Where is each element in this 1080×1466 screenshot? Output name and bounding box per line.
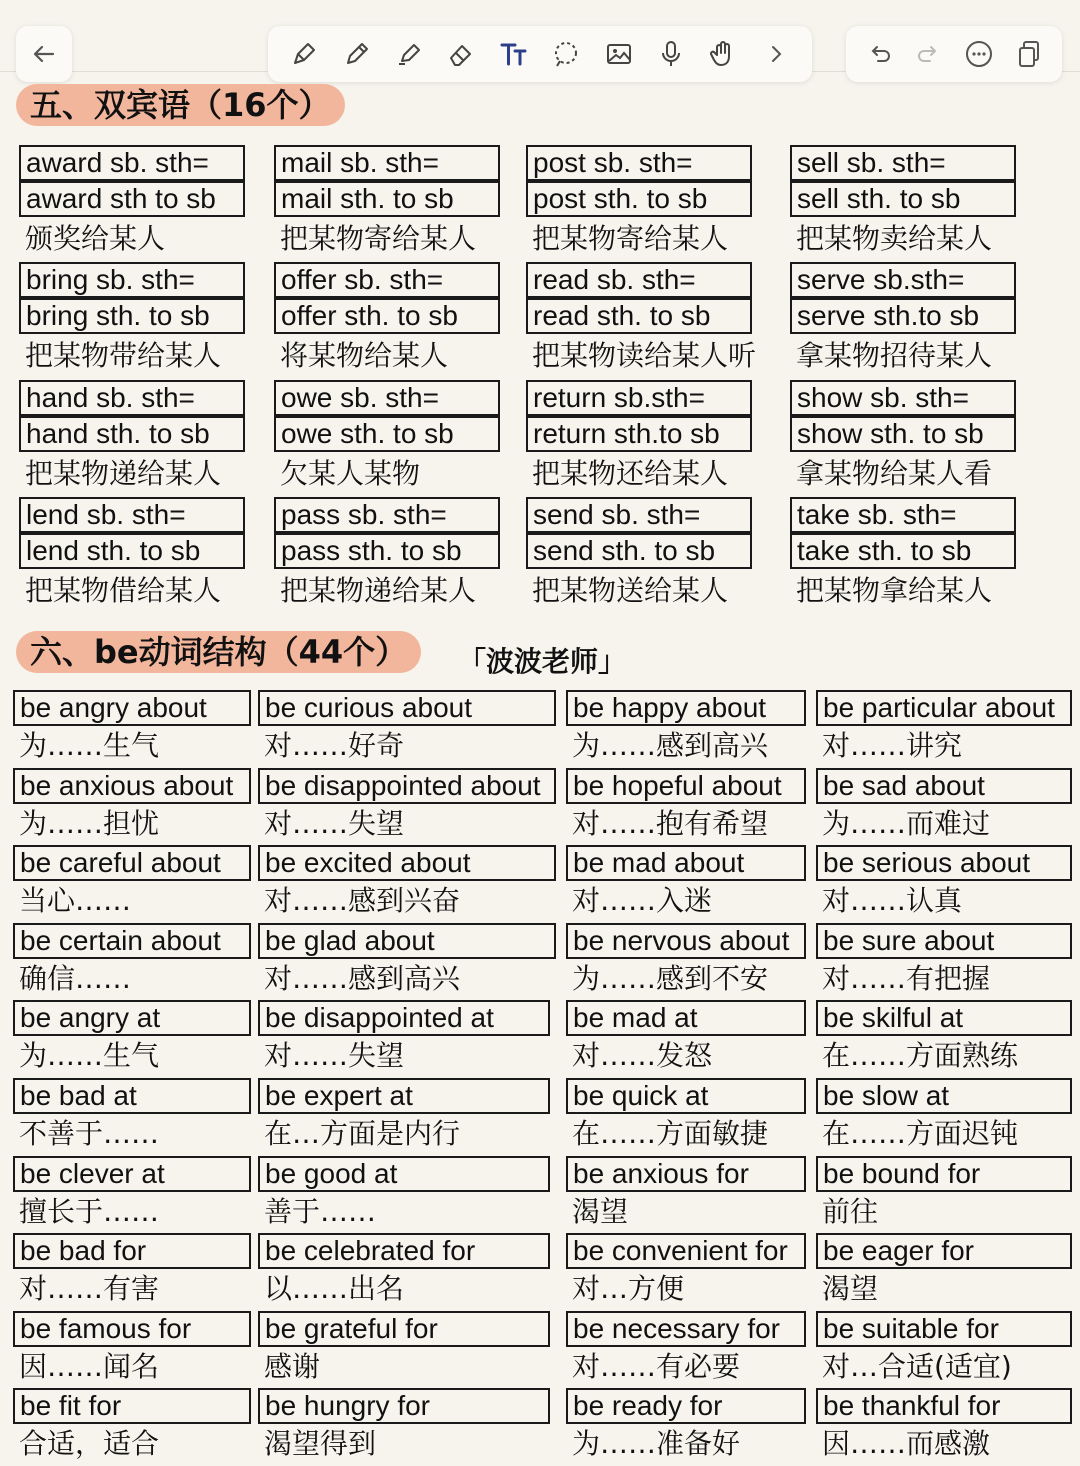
chinese-meaning: 感谢: [264, 1349, 321, 1383]
english-phrase: be good at: [258, 1156, 550, 1192]
chinese-meaning: 把某物寄给某人: [532, 222, 729, 255]
be-structure-item: [816, 1311, 1072, 1389]
be-structure-item: [13, 1156, 251, 1234]
chinese-meaning: 以……出名: [264, 1272, 405, 1306]
be-structure-item: [258, 923, 556, 1001]
be-structure-item: [566, 1078, 806, 1156]
phrase-pattern-2: pass sth. to sb: [274, 533, 500, 569]
english-phrase: be celebrated for: [258, 1233, 550, 1269]
english-phrase: be slow at: [816, 1078, 1072, 1114]
be-structure-item: [816, 1156, 1072, 1234]
english-phrase: be hungry for: [258, 1388, 550, 1424]
chinese-meaning: 为……准备好: [572, 1427, 741, 1461]
english-phrase: be fit for: [13, 1388, 251, 1424]
english-phrase: be quick at: [566, 1078, 806, 1114]
chinese-meaning: 为……担忧: [19, 806, 160, 840]
be-structure-item: [816, 845, 1072, 923]
phrase-pattern-2: sell sth. to sb: [790, 181, 1016, 217]
be-structure-item: [816, 690, 1072, 768]
back-arrow-icon[interactable]: [26, 36, 62, 72]
phrase-pattern-1: mail sb. sth=: [274, 145, 500, 181]
english-phrase: be happy about: [566, 690, 806, 726]
phrase-pattern-1: lend sb. sth=: [19, 497, 245, 533]
chinese-meaning: 对……发怒: [572, 1039, 713, 1073]
chinese-meaning: 在……方面熟练: [822, 1039, 1019, 1073]
english-phrase: be disappointed about: [258, 768, 556, 804]
chinese-meaning: 对…方便: [572, 1272, 685, 1306]
phrase-pattern-1: sell sb. sth=: [790, 145, 1016, 181]
eraser-icon[interactable]: [443, 36, 479, 72]
english-phrase: be famous for: [13, 1311, 251, 1347]
be-structure-item: [13, 1311, 251, 1389]
lasso-icon[interactable]: [548, 36, 584, 72]
chinese-meaning: 欠某人某物: [280, 457, 421, 490]
chinese-meaning: 把某物带给某人: [25, 339, 222, 372]
english-phrase: be particular about: [816, 690, 1072, 726]
be-structure-item: [566, 923, 806, 1001]
english-phrase: be mad at: [566, 1000, 806, 1036]
english-phrase: be skilful at: [816, 1000, 1072, 1036]
english-phrase: be angry about: [13, 690, 251, 726]
phrase-pattern-2: show sth. to sb: [790, 416, 1016, 452]
phrase-pattern-1: read sb. sth=: [526, 262, 752, 298]
phrase-pattern-1: bring sb. sth=: [19, 262, 245, 298]
english-phrase: be glad about: [258, 923, 556, 959]
chinese-meaning: 颁奖给某人: [25, 222, 166, 255]
phrase-pattern-2: hand sth. to sb: [19, 416, 245, 452]
be-structure-item: [566, 845, 806, 923]
be-structure-item: [258, 1311, 550, 1389]
phrase-pattern-2: post sth. to sb: [526, 181, 752, 217]
english-phrase: be grateful for: [258, 1311, 550, 1347]
chinese-meaning: 不善于……: [19, 1117, 160, 1150]
phrase-pattern-1: owe sb. sth=: [274, 380, 500, 416]
be-structure-item: [816, 1000, 1072, 1078]
english-phrase: be bad at: [13, 1078, 251, 1114]
section-5-title: 五、双宾语（16个）: [16, 84, 345, 126]
english-phrase: be thankful for: [816, 1388, 1072, 1424]
be-structure-item: [566, 690, 806, 768]
english-phrase: be clever at: [13, 1156, 251, 1192]
chinese-meaning: 对……入迷: [572, 884, 713, 918]
be-structure-item: [258, 845, 556, 923]
back-button[interactable]: [16, 26, 72, 82]
be-structure-item: [816, 768, 1072, 846]
english-phrase: be anxious about: [13, 768, 251, 804]
be-structure-item: [566, 768, 806, 846]
chinese-meaning: 为……生气: [19, 1039, 160, 1073]
chinese-meaning: 把某物拿给某人: [796, 574, 993, 607]
chinese-meaning: 对……好奇: [264, 729, 405, 762]
chinese-meaning: 把某物借给某人: [25, 574, 222, 607]
chinese-meaning: 为……感到高兴: [572, 729, 769, 762]
be-structure-item: [258, 1078, 550, 1156]
chinese-meaning: 把某物卖给某人: [796, 222, 993, 255]
english-phrase: be nervous about: [566, 923, 806, 959]
chinese-meaning: 在…方面是内行: [264, 1117, 461, 1150]
chinese-meaning: 把某物寄给某人: [280, 222, 477, 255]
be-structure-item: [13, 923, 251, 1001]
be-structure-item: [258, 768, 556, 846]
chinese-meaning: 在……方面敏捷: [572, 1117, 769, 1150]
chinese-meaning: 因……而感激: [822, 1427, 991, 1461]
pages-icon[interactable]: [1011, 36, 1047, 72]
english-phrase: be suitable for: [816, 1311, 1072, 1347]
chinese-meaning: 对……有把握: [822, 961, 991, 995]
chinese-meaning: 对……感到兴奋: [264, 884, 461, 918]
chinese-meaning: 对……有必要: [572, 1349, 741, 1383]
phrase-pattern-2: mail sth. to sb: [274, 181, 500, 217]
english-phrase: be necessary for: [566, 1311, 806, 1347]
be-structure-item: [258, 1156, 550, 1234]
chinese-meaning: 拿某物给某人看: [796, 457, 993, 490]
phrase-pattern-1: hand sb. sth=: [19, 380, 245, 416]
english-phrase: be anxious for: [566, 1156, 806, 1192]
chinese-meaning: 善于……: [264, 1194, 377, 1228]
be-structure-item: [258, 1233, 550, 1311]
phrase-pattern-2: send sth. to sb: [526, 533, 752, 569]
chinese-meaning: 把某物读给某人听: [532, 339, 757, 372]
mic-icon[interactable]: [653, 36, 689, 72]
phrase-pattern-2: bring sth. to sb: [19, 298, 245, 334]
be-structure-item: [816, 1078, 1072, 1156]
phrase-pattern-2: award sth to sb: [19, 181, 245, 217]
pen-2-icon[interactable]: [339, 36, 375, 72]
text-icon[interactable]: [496, 36, 532, 72]
phrase-pattern-1: pass sb. sth=: [274, 497, 500, 533]
chinese-meaning: 前往: [822, 1194, 879, 1228]
be-structure-item: [566, 1156, 806, 1234]
english-phrase: be certain about: [13, 923, 251, 959]
be-structure-item: [816, 1388, 1072, 1466]
chinese-meaning: 为……而难过: [822, 806, 991, 840]
chinese-meaning: 把某物送给某人: [532, 574, 729, 607]
chinese-meaning: 擅长于……: [19, 1194, 160, 1228]
phrase-pattern-1: send sb. sth=: [526, 497, 752, 533]
image-icon[interactable]: [601, 36, 637, 72]
phrase-pattern-1: award sb. sth=: [19, 145, 245, 181]
be-structure-item: [13, 1388, 251, 1466]
phrase-pattern-2: serve sth.to sb: [790, 298, 1016, 334]
author-tag: 「波波老师」: [458, 645, 627, 678]
be-structure-item: [816, 923, 1072, 1001]
phrase-pattern-2: lend sth. to sb: [19, 533, 245, 569]
chinese-meaning: 合适，适合: [19, 1427, 160, 1461]
english-phrase: be curious about: [258, 690, 556, 726]
chinese-meaning: 渴望: [572, 1194, 629, 1228]
phrase-pattern-2: offer sth. to sb: [274, 298, 500, 334]
phrase-pattern-1: take sb. sth=: [790, 497, 1016, 533]
phrase-pattern-1: return sb.sth=: [526, 380, 752, 416]
chinese-meaning: 对……认真: [822, 884, 963, 918]
be-structure-item: [13, 845, 251, 923]
chinese-meaning: 对……失望: [264, 1039, 405, 1073]
english-phrase: be bound for: [816, 1156, 1072, 1192]
chevron-right-icon[interactable]: [758, 36, 794, 72]
phrase-pattern-1: show sb. sth=: [790, 380, 1016, 416]
english-phrase: be sad about: [816, 768, 1072, 804]
chinese-meaning: 对……讲究: [822, 729, 963, 762]
phrase-pattern-2: return sth.to sb: [526, 416, 752, 452]
undo-icon[interactable]: [861, 36, 897, 72]
action-bar: [846, 26, 1062, 82]
be-structure-item: [13, 1078, 251, 1156]
english-phrase: be eager for: [816, 1233, 1072, 1269]
english-phrase: be mad about: [566, 845, 806, 881]
english-phrase: be excited about: [258, 845, 556, 881]
chinese-meaning: 拿某物招待某人: [796, 339, 993, 372]
chinese-meaning: 把某物递给某人: [25, 457, 222, 490]
chinese-meaning: 为……感到不安: [572, 961, 769, 995]
chinese-meaning: 渴望得到: [264, 1427, 377, 1461]
english-phrase: be convenient for: [566, 1233, 806, 1269]
top-toolbar: [0, 0, 1080, 84]
be-structure-item: [13, 1000, 251, 1078]
phrase-pattern-2: read sth. to sb: [526, 298, 752, 334]
english-phrase: be serious about: [816, 845, 1072, 881]
be-structure-item: [258, 1000, 550, 1078]
english-phrase: be ready for: [566, 1388, 806, 1424]
hand-icon[interactable]: [705, 36, 741, 72]
pen-icon[interactable]: [286, 36, 322, 72]
chinese-meaning: 将某物给某人: [280, 339, 449, 372]
chinese-meaning: 对…合适(适宜): [822, 1349, 1012, 1383]
phrase-pattern-1: post sb. sth=: [526, 145, 752, 181]
be-structure-item: [13, 768, 251, 846]
be-structure-item: [13, 1233, 251, 1311]
chinese-meaning: 确信……: [19, 961, 132, 995]
chinese-meaning: 因……闻名: [19, 1349, 160, 1383]
section-6-title: 六、be动词结构（44个）: [16, 631, 421, 673]
highlighter-icon[interactable]: [391, 36, 427, 72]
be-structure-item: [816, 1233, 1072, 1311]
tool-palette: [268, 26, 812, 82]
chinese-meaning: 把某物递给某人: [280, 574, 477, 607]
chinese-meaning: 对……感到高兴: [264, 961, 461, 995]
chinese-meaning: 为……生气: [19, 729, 160, 762]
phrase-pattern-1: offer sb. sth=: [274, 262, 500, 298]
phrase-pattern-2: owe sth. to sb: [274, 416, 500, 452]
more-icon[interactable]: [961, 36, 997, 72]
chinese-meaning: 对……失望: [264, 806, 405, 840]
english-phrase: be disappointed at: [258, 1000, 550, 1036]
phrase-pattern-1: serve sb.sth=: [790, 262, 1016, 298]
chinese-meaning: 对……抱有希望: [572, 806, 769, 840]
chinese-meaning: 把某物还给某人: [532, 457, 729, 490]
english-phrase: be sure about: [816, 923, 1072, 959]
phrase-pattern-2: take sth. to sb: [790, 533, 1016, 569]
chinese-meaning: 当心……: [19, 884, 132, 918]
english-phrase: be hopeful about: [566, 768, 806, 804]
redo-icon[interactable]: [911, 36, 947, 72]
be-structure-item: [13, 690, 251, 768]
chinese-meaning: 在……方面迟钝: [822, 1117, 1019, 1150]
chinese-meaning: 渴望: [822, 1272, 879, 1306]
be-structure-item: [566, 1000, 806, 1078]
be-structure-item: [566, 1233, 806, 1311]
be-structure-item: [258, 690, 556, 768]
be-structure-item: [566, 1388, 806, 1466]
be-structure-item: [258, 1388, 550, 1466]
be-structure-item: [566, 1311, 806, 1389]
english-phrase: be angry at: [13, 1000, 251, 1036]
english-phrase: be expert at: [258, 1078, 550, 1114]
english-phrase: be bad for: [13, 1233, 251, 1269]
english-phrase: be careful about: [13, 845, 251, 881]
chinese-meaning: 对……有害: [19, 1272, 160, 1306]
